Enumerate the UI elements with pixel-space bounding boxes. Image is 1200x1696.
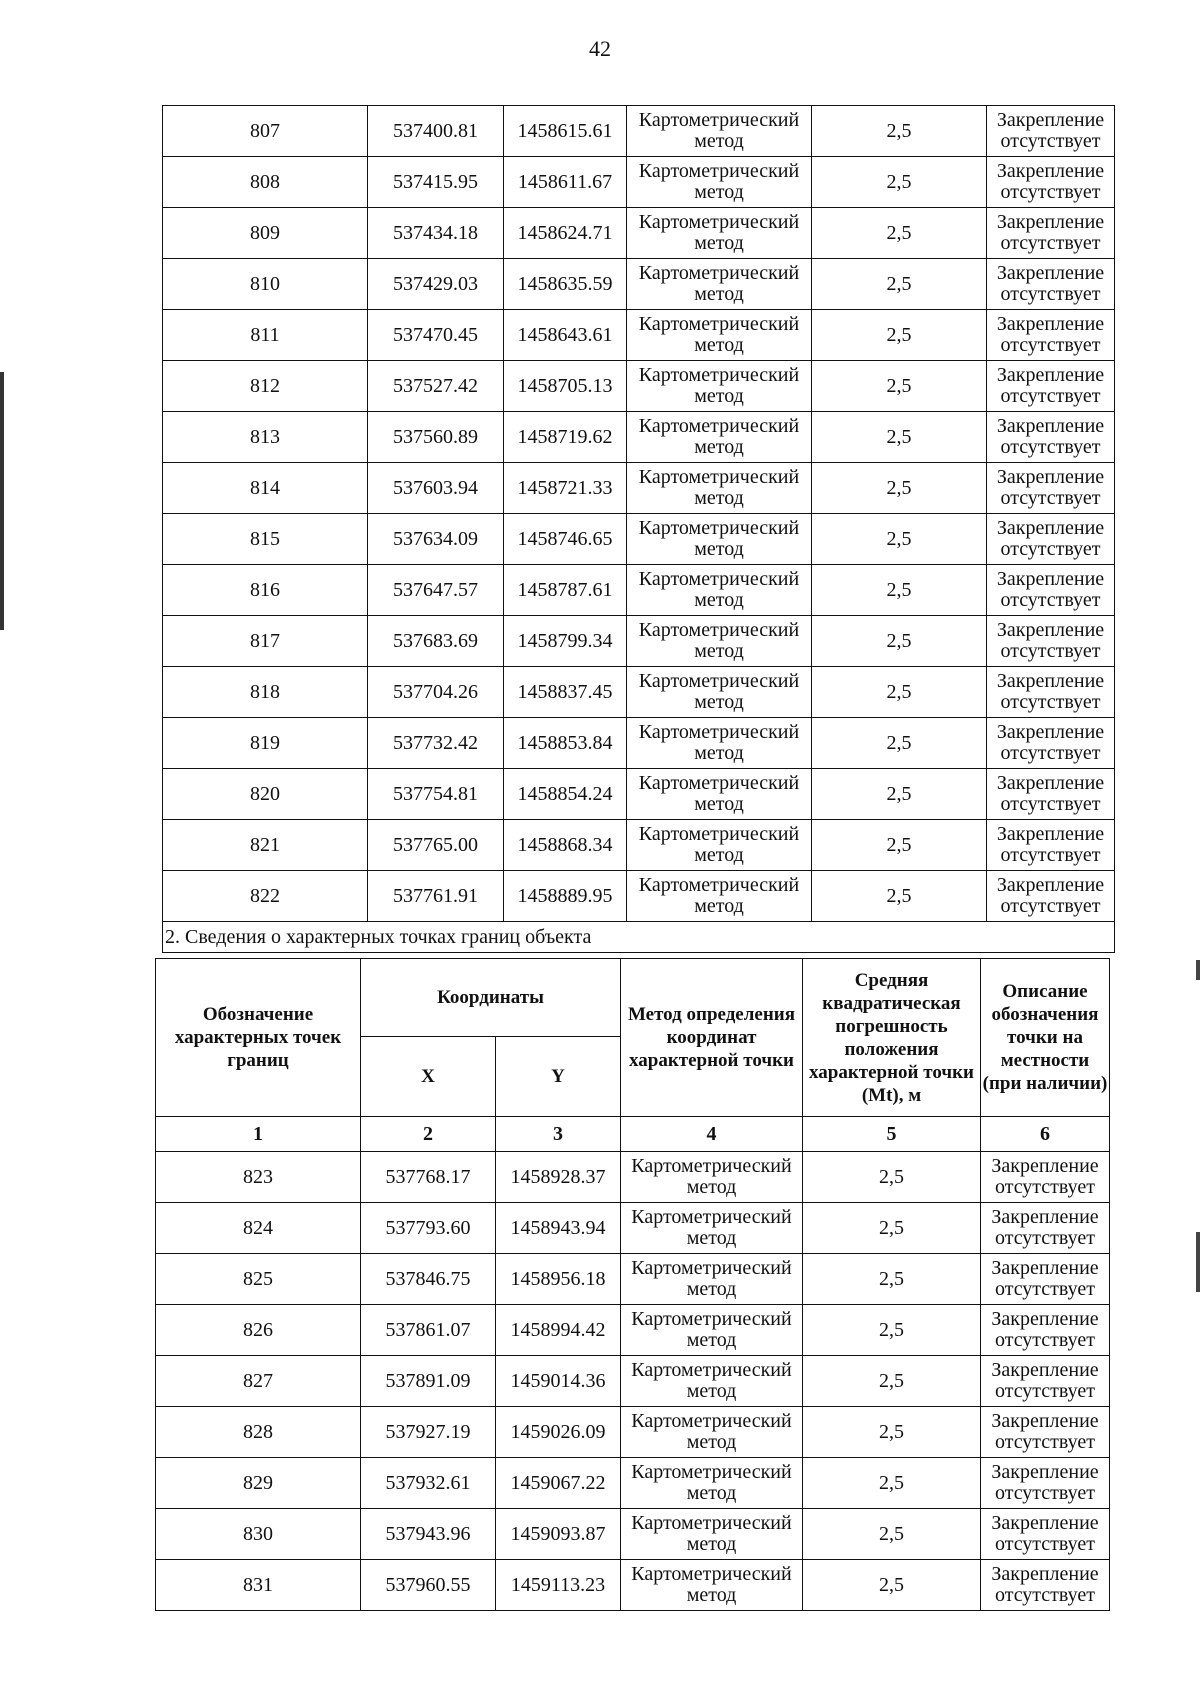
method-cell [627, 157, 812, 208]
method-cell [621, 1560, 803, 1611]
table-row [163, 718, 1115, 769]
method-line2: метод [686, 1278, 737, 1300]
method-cell [621, 1305, 803, 1356]
description-cell [981, 1305, 1110, 1356]
point-id-cell: 816 [163, 565, 368, 616]
description-line1: Закрепление [996, 823, 1105, 845]
method-cell [627, 565, 812, 616]
x-coordinate-cell: 537683.69 [368, 616, 504, 667]
method-cell [627, 310, 812, 361]
method-line2: метод [694, 385, 744, 407]
description-cell [981, 1407, 1110, 1458]
header-mean-error: Средняя квадратическая погрешность положения характерной точки (Mt), м [803, 959, 981, 1117]
error-cell: 2,5 [812, 667, 987, 718]
x-coordinate-cell: 537932.61 [361, 1458, 496, 1509]
description-cell [987, 361, 1115, 412]
x-coordinate-cell: 537560.89 [368, 412, 504, 463]
description-line1: Закрепление [996, 313, 1105, 335]
method-line1: Картометрический [638, 772, 800, 794]
description-line1: Закрепление [996, 160, 1105, 182]
x-coordinate-cell: 537415.95 [368, 157, 504, 208]
description-line2: отсутствует [994, 1380, 1096, 1402]
table-row [156, 1356, 1110, 1407]
column-number: 6 [981, 1117, 1110, 1152]
table-row [163, 259, 1115, 310]
method-cell [627, 412, 812, 463]
method-cell [627, 106, 812, 157]
description-line2: отсутствует [1000, 640, 1101, 662]
description-cell [987, 310, 1115, 361]
method-line1: Картометрический [638, 160, 800, 182]
x-coordinate-cell: 537634.09 [368, 514, 504, 565]
description-cell [981, 1509, 1110, 1560]
method-line1: Картометрический [638, 619, 800, 641]
table-row [163, 820, 1115, 871]
method-line2: метод [686, 1380, 737, 1402]
method-line1: Картометрический [638, 466, 800, 488]
header-method: Метод определения координат характерной точки [621, 959, 803, 1117]
table-row [163, 871, 1115, 922]
method-line1: Картометрический [631, 1410, 792, 1432]
point-id-cell: 830 [156, 1509, 361, 1560]
y-coordinate-cell: 1459014.36 [496, 1356, 621, 1407]
description-cell [981, 1458, 1110, 1509]
table-row [156, 1152, 1110, 1203]
method-line2: метод [686, 1329, 737, 1351]
coordinates-table-continued [162, 105, 1115, 953]
description-line1: Закрепление [996, 721, 1105, 743]
point-id-cell: 809 [163, 208, 368, 259]
method-line1: Картометрический [638, 517, 800, 539]
method-line2: метод [694, 793, 744, 815]
error-cell: 2,5 [812, 106, 987, 157]
table-row [163, 616, 1115, 667]
description-line2: отсутствует [1000, 334, 1101, 356]
x-coordinate-cell: 537732.42 [368, 718, 504, 769]
column-number: 2 [361, 1117, 496, 1152]
description-line2: отсутствует [1000, 385, 1101, 407]
table-row [156, 1458, 1110, 1509]
error-cell: 2,5 [803, 1407, 981, 1458]
method-line1: Картометрический [631, 1359, 792, 1381]
description-cell [981, 1560, 1110, 1611]
y-coordinate-cell: 1459113.23 [496, 1560, 621, 1611]
description-line1: Закрепление [996, 619, 1105, 641]
point-id-cell: 808 [163, 157, 368, 208]
method-cell [627, 463, 812, 514]
method-cell [621, 1356, 803, 1407]
method-cell [627, 667, 812, 718]
error-cell: 2,5 [812, 820, 987, 871]
method-cell [627, 820, 812, 871]
point-id-cell: 820 [163, 769, 368, 820]
point-id-cell: 813 [163, 412, 368, 463]
y-coordinate-cell: 1459067.22 [496, 1458, 621, 1509]
description-line1: Закрепление [996, 211, 1105, 233]
description-line1: Закрепление [996, 568, 1105, 590]
x-coordinate-cell: 537470.45 [368, 310, 504, 361]
description-cell [987, 565, 1115, 616]
method-line1: Картометрический [638, 874, 800, 896]
method-cell [627, 361, 812, 412]
description-cell [987, 106, 1115, 157]
description-line2: отсутствует [1000, 589, 1101, 611]
method-line2: метод [694, 334, 744, 356]
error-cell: 2,5 [812, 565, 987, 616]
header-x: X [361, 1037, 496, 1117]
error-cell: 2,5 [803, 1509, 981, 1560]
description-line1: Закрепление [996, 415, 1105, 437]
method-line1: Картометрический [631, 1461, 792, 1483]
method-line1: Картометрический [638, 721, 800, 743]
table-row [163, 667, 1115, 718]
y-coordinate-cell: 1458943.94 [496, 1203, 621, 1254]
description-cell [987, 769, 1115, 820]
description-line2: отсутствует [1000, 232, 1101, 254]
description-cell [987, 463, 1115, 514]
method-cell [627, 208, 812, 259]
description-line1: Закрепление [996, 874, 1105, 896]
column-number: 4 [621, 1117, 803, 1152]
method-line2: метод [686, 1584, 737, 1606]
x-coordinate-cell: 537861.07 [361, 1305, 496, 1356]
method-line1: Картометрический [631, 1563, 792, 1585]
error-cell: 2,5 [812, 871, 987, 922]
error-cell: 2,5 [812, 412, 987, 463]
table-row [156, 1305, 1110, 1356]
method-line1: Картометрический [638, 415, 800, 437]
error-cell: 2,5 [803, 1356, 981, 1407]
description-line2: отсутствует [1000, 283, 1101, 305]
method-line2: метод [694, 640, 744, 662]
method-line1: Картометрический [638, 568, 800, 590]
method-line2: метод [694, 487, 744, 509]
error-cell: 2,5 [812, 157, 987, 208]
description-line2: отсутствует [994, 1176, 1096, 1198]
x-coordinate-cell: 537647.57 [368, 565, 504, 616]
y-coordinate-cell: 1459026.09 [496, 1407, 621, 1458]
method-line1: Картометрический [638, 670, 800, 692]
table-row [156, 1407, 1110, 1458]
method-line2: метод [686, 1227, 737, 1249]
method-line2: метод [686, 1431, 737, 1453]
table-row [163, 361, 1115, 412]
scan-margin-mark [0, 372, 4, 630]
error-cell: 2,5 [812, 208, 987, 259]
error-cell: 2,5 [812, 616, 987, 667]
method-cell [621, 1254, 803, 1305]
x-coordinate-cell: 537704.26 [368, 667, 504, 718]
table-row [163, 514, 1115, 565]
point-id-cell: 824 [156, 1203, 361, 1254]
table-row [156, 1560, 1110, 1611]
description-line1: Закрепление [991, 1257, 1099, 1279]
description-line1: Закрепление [991, 1359, 1099, 1381]
description-line1: Закрепление [991, 1410, 1099, 1432]
description-line2: отсутствует [1000, 691, 1101, 713]
error-cell: 2,5 [803, 1152, 981, 1203]
description-line1: Закрепление [996, 364, 1105, 386]
y-coordinate-cell: 1458854.24 [504, 769, 627, 820]
scan-margin-mark [1196, 1232, 1200, 1292]
method-cell [627, 769, 812, 820]
description-line2: отсутствует [1000, 742, 1101, 764]
description-line2: отсутствует [1000, 844, 1101, 866]
description-line1: Закрепление [991, 1155, 1099, 1177]
x-coordinate-cell: 537765.00 [368, 820, 504, 871]
point-id-cell: 819 [163, 718, 368, 769]
method-line2: метод [694, 844, 744, 866]
y-coordinate-cell: 1458611.67 [504, 157, 627, 208]
method-line1: Картометрический [638, 313, 800, 335]
error-cell: 2,5 [812, 769, 987, 820]
table-row [156, 1254, 1110, 1305]
method-line1: Картометрический [638, 211, 800, 233]
description-line2: отсутствует [994, 1329, 1096, 1351]
error-cell: 2,5 [803, 1305, 981, 1356]
point-id-cell: 825 [156, 1254, 361, 1305]
point-id-cell: 829 [156, 1458, 361, 1509]
error-cell: 2,5 [803, 1254, 981, 1305]
description-line2: отсутствует [1000, 538, 1101, 560]
table-row [163, 208, 1115, 259]
column-number: 5 [803, 1117, 981, 1152]
method-line2: метод [694, 691, 744, 713]
method-line2: метод [686, 1482, 737, 1504]
table-row [156, 1203, 1110, 1254]
scan-margin-mark [1196, 960, 1200, 980]
x-coordinate-cell: 537927.19 [361, 1407, 496, 1458]
table-row [163, 463, 1115, 514]
description-line2: отсутствует [1000, 895, 1101, 917]
point-id-cell: 823 [156, 1152, 361, 1203]
y-coordinate-cell: 1458705.13 [504, 361, 627, 412]
x-coordinate-cell: 537768.17 [361, 1152, 496, 1203]
x-coordinate-cell: 537891.09 [361, 1356, 496, 1407]
error-cell: 2,5 [803, 1560, 981, 1611]
error-cell: 2,5 [803, 1203, 981, 1254]
error-cell: 2,5 [812, 361, 987, 412]
point-id-cell: 815 [163, 514, 368, 565]
description-line2: отсутствует [994, 1533, 1096, 1555]
header-coordinates: Координаты [361, 959, 621, 1037]
point-id-cell: 807 [163, 106, 368, 157]
method-cell [627, 616, 812, 667]
description-line2: отсутствует [994, 1482, 1096, 1504]
header-y: Y [496, 1037, 621, 1117]
error-cell: 2,5 [812, 463, 987, 514]
point-id-cell: 828 [156, 1407, 361, 1458]
method-line1: Картометрический [638, 262, 800, 284]
point-id-cell: 827 [156, 1356, 361, 1407]
point-id-cell: 811 [163, 310, 368, 361]
description-line2: отсутствует [994, 1431, 1096, 1453]
x-coordinate-cell: 537960.55 [361, 1560, 496, 1611]
y-coordinate-cell: 1458889.95 [504, 871, 627, 922]
description-line1: Закрепление [991, 1308, 1099, 1330]
description-cell [987, 616, 1115, 667]
description-cell [987, 259, 1115, 310]
column-number: 1 [156, 1117, 361, 1152]
table-row [163, 157, 1115, 208]
description-line2: отсутствует [1000, 487, 1101, 509]
y-coordinate-cell: 1459093.87 [496, 1509, 621, 1560]
method-cell [627, 718, 812, 769]
method-line2: метод [694, 130, 744, 152]
table-row [163, 106, 1115, 157]
description-line1: Закрепление [996, 772, 1105, 794]
table-row [163, 565, 1115, 616]
y-coordinate-cell: 1458994.42 [496, 1305, 621, 1356]
description-line1: Закрепление [996, 109, 1105, 131]
x-coordinate-cell: 537434.18 [368, 208, 504, 259]
x-coordinate-cell: 537761.91 [368, 871, 504, 922]
description-line1: Закрепление [991, 1461, 1099, 1483]
error-cell: 2,5 [812, 259, 987, 310]
method-cell [621, 1407, 803, 1458]
description-cell [987, 412, 1115, 463]
description-cell [987, 157, 1115, 208]
description-line1: Закрепление [996, 466, 1105, 488]
point-id-cell: 814 [163, 463, 368, 514]
x-coordinate-cell: 537793.60 [361, 1203, 496, 1254]
description-cell [987, 871, 1115, 922]
point-id-cell: 817 [163, 616, 368, 667]
description-cell [987, 514, 1115, 565]
description-cell [987, 718, 1115, 769]
point-id-cell: 821 [163, 820, 368, 871]
point-id-cell: 812 [163, 361, 368, 412]
table-row [163, 310, 1115, 361]
x-coordinate-cell: 537429.03 [368, 259, 504, 310]
method-line1: Картометрический [638, 364, 800, 386]
x-coordinate-cell: 537400.81 [368, 106, 504, 157]
x-coordinate-cell: 537527.42 [368, 361, 504, 412]
method-cell [627, 871, 812, 922]
method-line2: метод [686, 1533, 737, 1555]
y-coordinate-cell: 1458643.61 [504, 310, 627, 361]
table-row [156, 1509, 1110, 1560]
method-line1: Картометрический [638, 109, 800, 131]
method-cell [621, 1509, 803, 1560]
method-line1: Картометрический [631, 1155, 792, 1177]
description-line2: отсутствует [1000, 181, 1101, 203]
description-cell [981, 1356, 1110, 1407]
description-cell [981, 1152, 1110, 1203]
method-cell [627, 514, 812, 565]
y-coordinate-cell: 1458624.71 [504, 208, 627, 259]
method-line2: метод [694, 742, 744, 764]
description-cell [987, 820, 1115, 871]
y-coordinate-cell: 1458787.61 [504, 565, 627, 616]
method-line1: Картометрический [638, 823, 800, 845]
description-line2: отсутствует [1000, 130, 1101, 152]
y-coordinate-cell: 1458956.18 [496, 1254, 621, 1305]
table-row [163, 769, 1115, 820]
description-line2: отсутствует [994, 1278, 1096, 1300]
page-number: 42 [589, 36, 611, 61]
y-coordinate-cell: 1458719.62 [504, 412, 627, 463]
header-point-designation: Обозначение характерных точек границ [156, 959, 361, 1117]
description-line1: Закрепление [991, 1206, 1099, 1228]
section-title: 2. Сведения о характерных точках границ объекта [163, 922, 1115, 953]
y-coordinate-cell: 1458635.59 [504, 259, 627, 310]
method-line2: метод [694, 589, 744, 611]
description-cell [987, 667, 1115, 718]
y-coordinate-cell: 1458746.65 [504, 514, 627, 565]
description-cell [981, 1254, 1110, 1305]
method-cell [621, 1152, 803, 1203]
point-id-cell: 831 [156, 1560, 361, 1611]
method-line2: метод [694, 538, 744, 560]
description-line2: отсутствует [1000, 793, 1101, 815]
error-cell: 2,5 [812, 514, 987, 565]
table-row [163, 412, 1115, 463]
header-description: Описание обозначения точки на местности (при наличии) [981, 959, 1110, 1117]
description-cell [981, 1203, 1110, 1254]
method-line2: метод [686, 1176, 737, 1198]
y-coordinate-cell: 1458837.45 [504, 667, 627, 718]
error-cell: 2,5 [812, 310, 987, 361]
column-number: 3 [496, 1117, 621, 1152]
description-line1: Закрепление [996, 670, 1105, 692]
description-line1: Закрепление [991, 1512, 1099, 1534]
point-id-cell: 826 [156, 1305, 361, 1356]
error-cell: 2,5 [812, 718, 987, 769]
y-coordinate-cell: 1458868.34 [504, 820, 627, 871]
description-cell [987, 208, 1115, 259]
x-coordinate-cell: 537943.96 [361, 1509, 496, 1560]
method-line1: Картометрический [631, 1257, 792, 1279]
method-line1: Картометрический [631, 1512, 792, 1534]
method-cell [621, 1203, 803, 1254]
y-coordinate-cell: 1458928.37 [496, 1152, 621, 1203]
y-coordinate-cell: 1458615.61 [504, 106, 627, 157]
x-coordinate-cell: 537846.75 [361, 1254, 496, 1305]
error-cell: 2,5 [803, 1458, 981, 1509]
point-id-cell: 810 [163, 259, 368, 310]
description-line1: Закрепление [991, 1563, 1099, 1585]
y-coordinate-cell: 1458799.34 [504, 616, 627, 667]
method-line2: метод [694, 283, 744, 305]
point-id-cell: 818 [163, 667, 368, 718]
method-cell [621, 1458, 803, 1509]
description-line1: Закрепление [996, 262, 1105, 284]
description-line2: отсутствует [1000, 436, 1101, 458]
y-coordinate-cell: 1458853.84 [504, 718, 627, 769]
x-coordinate-cell: 537754.81 [368, 769, 504, 820]
method-line1: Картометрический [631, 1308, 792, 1330]
description-line2: отсутствует [994, 1584, 1096, 1606]
method-line1: Картометрический [631, 1206, 792, 1228]
y-coordinate-cell: 1458721.33 [504, 463, 627, 514]
method-line2: метод [694, 895, 744, 917]
point-id-cell: 822 [163, 871, 368, 922]
x-coordinate-cell: 537603.94 [368, 463, 504, 514]
method-line2: метод [694, 436, 744, 458]
method-cell [627, 259, 812, 310]
method-line2: метод [694, 181, 744, 203]
description-line2: отсутствует [994, 1227, 1096, 1249]
description-line1: Закрепление [996, 517, 1105, 539]
coordinates-table [155, 958, 1110, 1611]
method-line2: метод [694, 232, 744, 254]
